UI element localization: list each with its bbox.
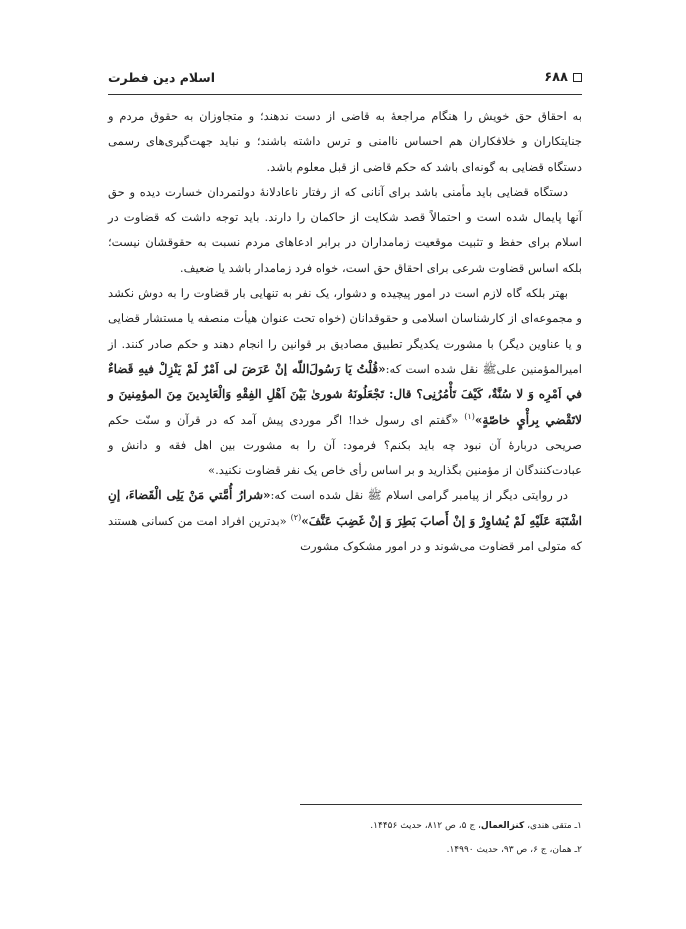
footnote-2: ۲ـ همان، ج ۶، ص ۹۳، حدیث ۱۴۹۹۰. (446, 845, 582, 855)
hadith-quote-2: «شرارُ أُمَّتي مَنْ یَلِی الْقَضاءَ، إنِ اشْتَبَهَ عَلَیْهِ لَمْ یُشاوِرْ وَ إنْ أَصابَ بَطِرَ وَ إنْ غَضِبَ عَنَّفَ» (108, 488, 582, 528)
footnote-1-ref: ، ج ۵، ص ۸۱۲، حدیث ۱۴۴۵۶. (370, 821, 481, 831)
paragraph-1: به احقاق حق خویش را هنگام مراجعهٔ به قاضی از دست ندهند؛ و متجاوزان به حقوق مردم و جنایتکاران و خلافکاران هم احساس ناامنی و ترس داشته باشند؛ و نباید جهت‌گیری‌های رسمی دستگاه قضایی به گونه‌ای باشد که حکم قاضی از قبل معلوم باشد. (108, 109, 582, 174)
running-title: اسلام دین فطرت (108, 70, 215, 85)
footnote-1 (108, 814, 582, 838)
footnote-ref-1[interactable]: (۱) (464, 411, 475, 421)
body-text (108, 104, 582, 559)
header-divider (108, 94, 582, 95)
footnotes (108, 814, 582, 862)
square-bullet-icon (573, 73, 582, 82)
hadith-translation-1: «گفتم ای رسول خدا! اگر موردی پیش آمد که در قرآن و سنّت حکم صریحی دربارهٔ آن نبود چه باید بکنم؟ فرمود: آن را به مشورت بین اهل فقه و دانش و عبادت‌کنندگان از مؤمنین بگذارید و بر اساس رأی خاص یک نفر قضاوت نکنید.» (108, 412, 582, 478)
paragraph-2: دستگاه قضایی باید مأمنی باشد برای آنانی که از رفتار ناعادلانهٔ دولتمردان خسارت دیده و حق آنها پایمال شده است و احتمالاً قصد شکایت از حاکمان را دارند. باید توجه داشت که قضاوت در اسلام برای حفظ و تثبیت موقعیت زمامداران در برابر ادعاهای مردم نسبت به حقوقشان نیست؛ بلکه اساس قضاوت شرعی برای احقاق حق است، خواه فرد زمامدار باشد یا ضعیف. (108, 184, 582, 275)
page-number: ۶۸۸ (544, 70, 568, 85)
page-header (108, 68, 582, 92)
page-number-block (544, 70, 582, 85)
footnote-1-author: ۱ـ متقی هندی، (524, 821, 582, 831)
footnote-1-source: کنزالعمال (480, 821, 525, 831)
paragraph-3-intro: بهتر بلکه گاه لازم است در امور پیچیده و دشوار، یک نفر به تنهایی بار قضاوت را به دوش نکشد و مجموعه‌ای از کارشناسان اسلامی و حقوقدانان (خواه تحت عنوان هیأت منصفه یا مستشار قضایی و یا عناوین دیگر) با مشورت یکدیگر تطبیق مصادیق بر قوانین را انجام دهند و حکم صادر کنند. از امیرالمؤمنین علی‌ﷺ نقل شده است که: (108, 286, 582, 376)
paragraph-4 (108, 483, 582, 559)
paragraph-3 (108, 281, 582, 483)
paragraph-4-intro: در روایتی دیگر از پیامبر گرامی اسلام ﷺ نقل شده است که: (270, 488, 568, 503)
footnote-ref-2[interactable]: (۲) (290, 512, 302, 522)
hadith-translation-2: «بدترین افراد امت من کسانی هستند که متولی امر قضاوت می‌شوند و در امور مشکوک مشورت (108, 513, 582, 554)
hadith-quote-1: «قُلْتُ یَا رَسُولَ‌اللّه إنْ عَرَضَ لی اَمْرٌ لَمْ یَنْزِلْ فیهِ قَضاءٌ في اَمْرِه وَ لا سُنَّةٌ، کَیْفَ تَأْمُرُنِی؟ قال: تَجْعَلُونَهُ شوریٰ بَیْنَ اَهْلِ الفِقْهِ وَالْعَابِدینَ مِنَ المؤمِنینَ و لاتَقْضي بِرأْيٍ خاصّةٍ» (108, 361, 582, 427)
footnote-divider (300, 804, 582, 805)
